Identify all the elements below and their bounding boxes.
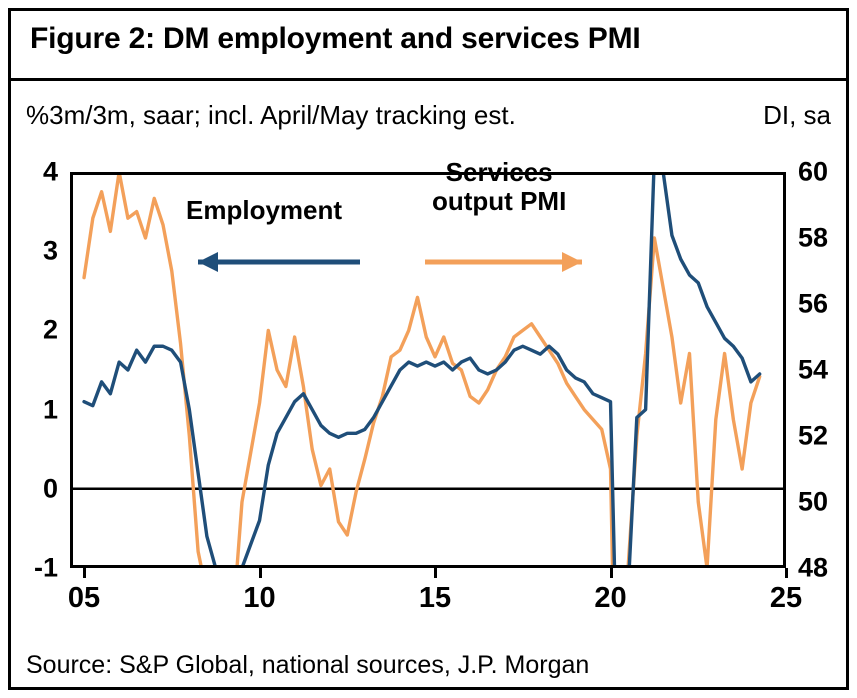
right-tick-48: 48 [798,552,829,583]
pmi-annotation [432,158,566,216]
left-tick-3: 3 [42,235,58,266]
right-tick-56: 56 [798,288,829,319]
left-tick-4: 4 [42,156,58,187]
right-tick-58: 58 [798,222,829,253]
right-tick-54: 54 [798,354,829,385]
x-tick-20: 20 [594,582,627,614]
title-divider [11,78,846,81]
x-tick-25: 25 [769,582,803,614]
left-axis-units-label: %3m/3m, saar; incl. April/May tracking est. [26,100,516,130]
x-tickmark-05 [83,568,86,578]
right-axis-units-label: DI, sa [763,100,831,130]
right-tick-50: 50 [798,486,829,517]
left-tick-0: 0 [42,473,58,504]
figure-title: Figure 2: DM employment and services PMI [30,22,641,55]
x-tick-15: 15 [418,582,452,614]
pmi-annotation-line1: Services [445,157,553,187]
chart-canvas [70,172,786,568]
x-tickmark-10 [259,568,262,578]
source-note: Source: S&P Global, national sources, J.P. Morgan [26,651,590,679]
employment-annotation: Employment [186,195,343,225]
x-tick-10: 10 [243,582,276,614]
pmi-annotation-line2: output PMI [432,186,567,217]
left-tick--1: -1 [33,552,58,583]
x-tickmark-25 [785,568,788,578]
x-tickmark-15 [434,568,437,578]
left-tick-2: 2 [42,314,58,345]
plot-area [33,156,829,614]
right-tick-60: 60 [798,156,829,187]
left-tick-1: 1 [42,394,58,425]
x-tick-05: 05 [67,582,101,614]
right-tick-52: 52 [798,420,829,451]
x-tickmark-20 [610,568,613,578]
